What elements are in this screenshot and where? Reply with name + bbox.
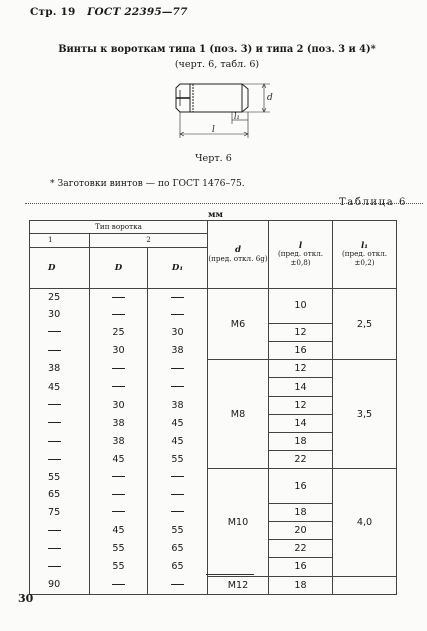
d-header-sub: (пред. откл. 6g) — [208, 253, 268, 263]
dash-mark — [171, 494, 184, 495]
cell-D2: 38 — [90, 414, 148, 432]
cell-l: 16 — [269, 342, 333, 360]
cell-D1: 45 — [148, 414, 208, 432]
units-label: мм — [208, 210, 223, 220]
cell-l: 20 — [269, 521, 333, 539]
table-row — [30, 469, 397, 486]
dash-mark — [112, 314, 125, 315]
dash-mark — [171, 584, 184, 585]
cell-d: M12 — [208, 576, 269, 594]
page-number: 30 — [18, 592, 34, 605]
cell-l: 12 — [269, 360, 333, 378]
cell-l1: 4,0 — [333, 469, 397, 576]
dash-mark — [48, 404, 61, 405]
cell-l1 — [333, 576, 397, 594]
dash-mark — [171, 386, 184, 387]
type-header: Тип воротка — [30, 221, 208, 234]
cell-D — [30, 342, 90, 360]
cell-l: 14 — [269, 378, 333, 396]
l-header-name: l — [298, 241, 303, 252]
table-title: Таблица 6 — [339, 197, 408, 208]
table-row — [30, 289, 397, 307]
cell-D1: 55 — [148, 451, 208, 469]
dash-mark — [171, 511, 184, 512]
cell-d: M10 — [208, 469, 269, 576]
cell-D1: 45 — [148, 433, 208, 451]
dash-mark — [112, 297, 125, 298]
figure-caption: Черт. 6 — [195, 153, 232, 164]
l1-header-name: l₁ — [360, 241, 369, 252]
cell-l1: 3,5 — [333, 360, 397, 469]
cell-l1: 2,5 — [333, 289, 397, 360]
cell-D2 — [90, 306, 148, 323]
dash-mark — [112, 386, 125, 387]
cell-l: 18 — [269, 503, 333, 521]
cell-l: 16 — [269, 558, 333, 576]
dash-mark — [48, 350, 61, 351]
footnote: * Заготовки винтов — по ГОСТ 1476–75. — [50, 178, 245, 189]
cell-D1 — [148, 378, 208, 396]
dash-mark — [48, 459, 61, 460]
cell-D1: 55 — [148, 521, 208, 539]
dash-mark — [48, 530, 61, 531]
cell-d: M8 — [208, 360, 269, 469]
dash-mark — [112, 584, 125, 585]
screw-table — [29, 220, 397, 595]
cell-D — [30, 521, 90, 539]
cell-D — [30, 396, 90, 414]
cell-D1 — [148, 289, 208, 307]
dim-l-label: l — [212, 125, 215, 135]
type2-header: 2 — [90, 234, 208, 248]
cell-D — [30, 323, 90, 341]
dash-mark — [171, 368, 184, 369]
cell-D — [30, 558, 90, 576]
col-D1-header: D₁ — [148, 248, 208, 289]
dim-d-label: d — [267, 93, 273, 103]
cell-D — [30, 433, 90, 451]
cell-D2: 30 — [90, 342, 148, 360]
cell-D2: 45 — [90, 451, 148, 469]
section-title: Винты к вороткам типа 1 (поз. 3) и типа 2 (поз. 3 и 4)* — [58, 44, 376, 55]
standard-ref: ГОСТ 22395—77 — [87, 6, 188, 18]
dash-mark — [48, 331, 61, 332]
cell-D2: 55 — [90, 558, 148, 576]
cell-D: 55 — [30, 469, 90, 486]
dash-mark — [112, 511, 125, 512]
cell-D: 45 — [30, 378, 90, 396]
cell-l: 14 — [269, 414, 333, 432]
l-header — [269, 221, 333, 289]
end-rule — [206, 574, 254, 575]
cell-D2 — [90, 576, 148, 594]
cell-D2 — [90, 503, 148, 521]
l1-header — [333, 221, 397, 289]
cell-D: 65 — [30, 486, 90, 503]
dash-mark — [48, 441, 61, 442]
cell-D1: 38 — [148, 396, 208, 414]
cell-D — [30, 540, 90, 558]
cell-d: M6 — [208, 289, 269, 360]
cell-D2 — [90, 378, 148, 396]
cell-D2: 55 — [90, 540, 148, 558]
screw-drawing — [150, 72, 280, 152]
cell-l: 18 — [269, 433, 333, 451]
cell-D1: 65 — [148, 558, 208, 576]
cell-D — [30, 451, 90, 469]
cell-D1: 38 — [148, 342, 208, 360]
dash-mark — [171, 314, 184, 315]
cell-D2 — [90, 469, 148, 486]
page-header — [30, 6, 188, 18]
d-header — [208, 221, 269, 289]
cell-D1 — [148, 576, 208, 594]
type1-header: 1 — [30, 234, 90, 248]
dash-mark — [171, 297, 184, 298]
cell-l: 10 — [269, 289, 333, 324]
cell-D: 90 — [30, 576, 90, 594]
cell-D: 30 — [30, 306, 90, 323]
cell-D2 — [90, 360, 148, 378]
dash-mark — [171, 476, 184, 477]
section-subtitle: (черт. 6, табл. 6) — [174, 59, 260, 70]
l-header-sub: (пред. откл. ±0,8) — [277, 249, 324, 267]
table-row — [30, 360, 397, 378]
cell-l: 16 — [269, 469, 333, 503]
cell-D2 — [90, 289, 148, 307]
cell-D1 — [148, 306, 208, 323]
cell-D2: 38 — [90, 433, 148, 451]
dash-mark — [48, 548, 61, 549]
cell-l: 18 — [269, 576, 333, 594]
col-D-header: D — [30, 248, 90, 289]
cell-D1 — [148, 469, 208, 486]
cell-D1: 65 — [148, 540, 208, 558]
col-D2-header: D — [90, 248, 148, 289]
cell-D: 38 — [30, 360, 90, 378]
dash-mark — [48, 422, 61, 423]
cell-l: 12 — [269, 396, 333, 414]
cell-D2: 30 — [90, 396, 148, 414]
d-header-name: d — [234, 245, 241, 256]
cell-l: 22 — [269, 540, 333, 558]
cell-D — [30, 414, 90, 432]
cell-D: 25 — [30, 289, 90, 307]
l1-header-sub: (пред. откл. ±0,2) — [341, 249, 388, 267]
cell-D1: 30 — [148, 323, 208, 341]
cell-D: 75 — [30, 503, 90, 521]
cell-D2: 25 — [90, 323, 148, 341]
cell-D2 — [90, 486, 148, 503]
page-ref: Стр. 19 — [30, 6, 76, 18]
dash-mark — [48, 566, 61, 567]
dash-mark — [112, 494, 125, 495]
cell-D1 — [148, 503, 208, 521]
dash-mark — [112, 368, 125, 369]
cell-l: 12 — [269, 323, 333, 341]
dash-mark — [112, 476, 125, 477]
cell-l: 22 — [269, 451, 333, 469]
dim-l1-label: l₁ — [234, 112, 240, 121]
cell-D1 — [148, 486, 208, 503]
cell-D2: 45 — [90, 521, 148, 539]
table-row — [30, 576, 397, 594]
cell-D1 — [148, 360, 208, 378]
